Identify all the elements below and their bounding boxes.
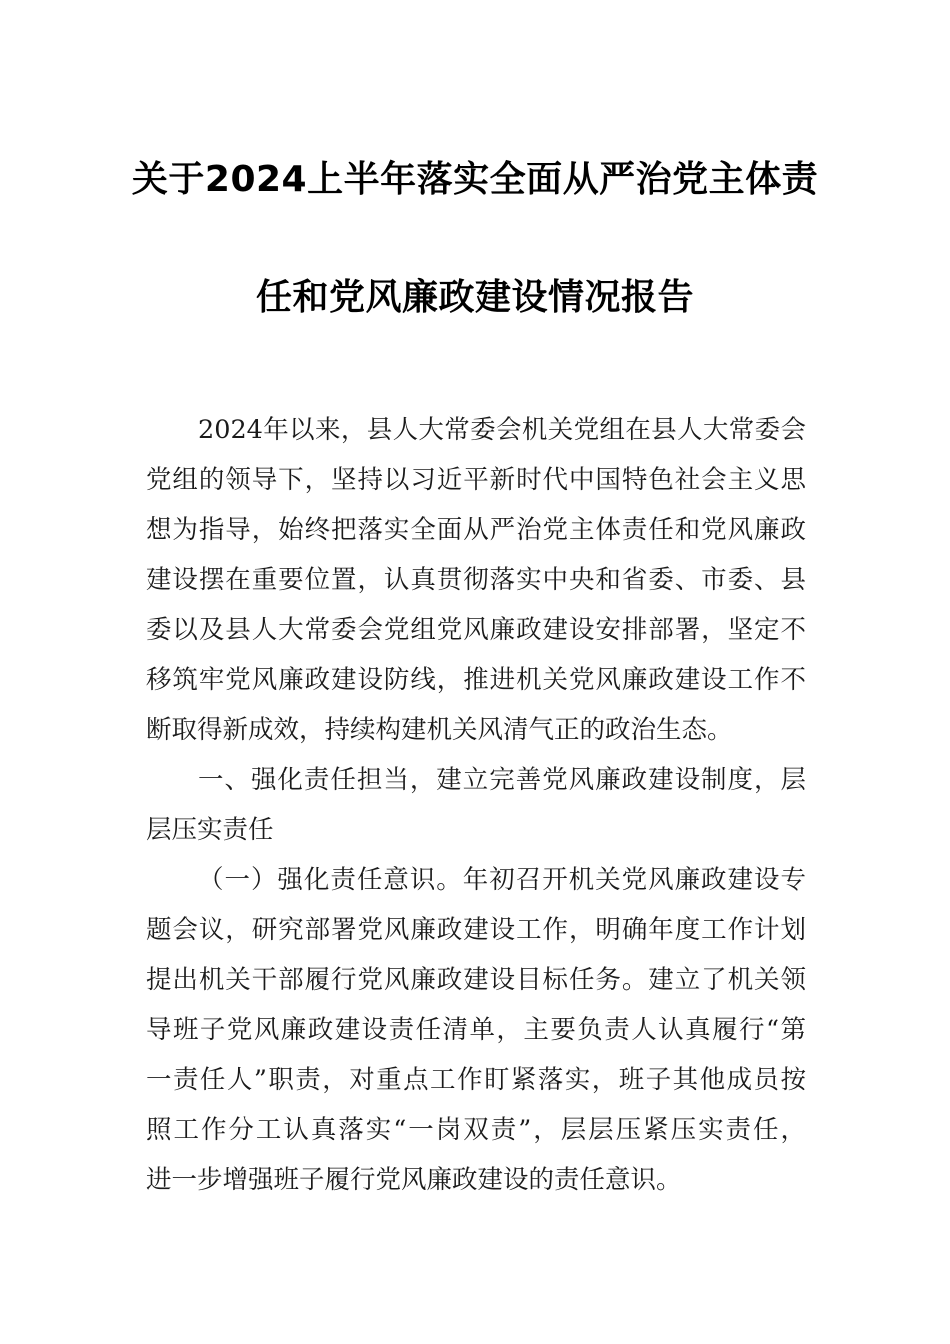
paragraph-2-line: 题会议，研究部署党风廉政建设工作，明确年度工作计划 xyxy=(146,915,806,945)
paragraph-1-line: 党组的领导下，坚持以习近平新时代中国特色社会主义思 xyxy=(146,465,806,495)
paragraph-1-line: 移筑牢党风廉政建设防线，推进机关党风廉政建设工作不 xyxy=(146,665,806,695)
document-title-line-2: 任和党风廉政建设情况报告 xyxy=(255,277,694,318)
paragraph-1-line: 委以及县人大常委会党组党风廉政建设安排部署，坚定不 xyxy=(146,615,806,645)
document-title-line-1: 关于2024上半年落实全面从严治党主体责 xyxy=(131,159,819,200)
paragraph-1-line: 2024年以来，县人大常委会机关党组在县人大常委会 xyxy=(198,415,806,445)
paragraph-2-line: 一责任人”职责，对重点工作盯紧落实，班子其他成员按 xyxy=(146,1065,806,1095)
paragraph-2-line: 照工作分工认真落实“一岗双责”，层层压紧压实责任， xyxy=(146,1115,806,1145)
paragraph-1-line: 建设摆在重要位置，认真贯彻落实中央和省委、市委、县 xyxy=(146,565,806,595)
paragraph-2-line: 提出机关干部履行党风廉政建设目标任务。建立了机关领 xyxy=(146,965,806,995)
paragraph-1-line: 想为指导，始终把落实全面从严治党主体责任和党风廉政 xyxy=(146,515,806,545)
section-heading-line: 一、强化责任担当，建立完善党风廉政建设制度，层 xyxy=(198,765,806,795)
paragraph-1-line: 断取得新成效，持续构建机关风清气正的政治生态。 xyxy=(146,715,733,745)
paragraph-2-line: （一）强化责任意识。年初召开机关党风廉政建设专 xyxy=(198,865,806,895)
paragraph-2-line: 进一步增强班子履行党风廉政建设的责任意识。 xyxy=(146,1165,682,1195)
paragraph-2-line: 导班子党风廉政建设责任清单，主要负责人认真履行“第 xyxy=(146,1015,806,1045)
section-heading-line: 层压实责任 xyxy=(146,815,274,845)
